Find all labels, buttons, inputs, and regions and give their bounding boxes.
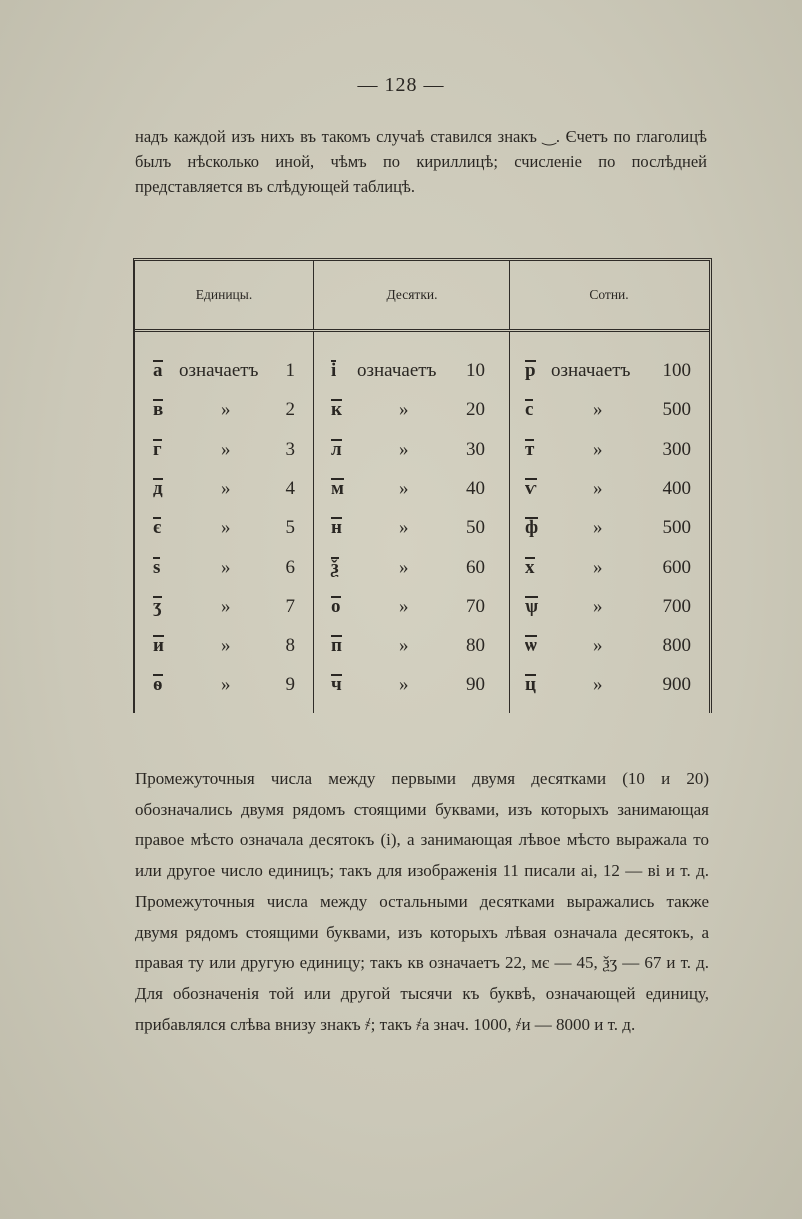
numeral-value: 40	[466, 477, 485, 499]
table-header	[135, 261, 709, 332]
numeral-value: 800	[662, 635, 691, 657]
numeral-value: 30	[466, 438, 485, 460]
table-row	[135, 626, 709, 665]
meaning-word: »	[399, 438, 409, 460]
meaning-word: »	[221, 477, 231, 499]
meaning-word: »	[399, 595, 409, 617]
numeral-glyph: ѳ	[153, 665, 163, 704]
meaning-word: »	[593, 438, 603, 460]
table-row	[135, 665, 709, 704]
numeral-value: 10	[466, 360, 485, 381]
numeral-glyph: ц	[525, 665, 536, 704]
numeral-value: 7	[285, 595, 295, 617]
numeral-glyph: ѱ	[525, 587, 538, 626]
numeral-value: 2	[285, 399, 295, 421]
numeral-value: 100	[662, 360, 691, 381]
numeral-glyph: ф	[525, 508, 538, 547]
meaning-word: »	[221, 399, 231, 421]
numeral-value: 500	[662, 399, 691, 421]
table-row	[135, 351, 709, 390]
numeral-glyph: к	[331, 390, 342, 429]
table-row	[135, 390, 709, 429]
numeral-glyph: а	[153, 351, 163, 390]
numeral-glyph: ѡ	[525, 626, 537, 665]
numeral-glyph: х	[525, 548, 535, 587]
numeral-glyph: в	[153, 390, 163, 429]
numeral-value: 70	[466, 595, 485, 617]
table-row	[135, 508, 709, 547]
outro-paragraph	[135, 764, 709, 1040]
numeral-value: 300	[662, 438, 691, 460]
numeral-glyph: м	[331, 469, 344, 508]
numeral-value: 3	[285, 438, 295, 460]
numeral-glyph: і	[331, 351, 336, 390]
numeral-value: 60	[466, 556, 485, 578]
meaning-word: »	[221, 556, 231, 578]
meaning-word: »	[399, 399, 409, 421]
table-row	[135, 548, 709, 587]
numeral-value: 90	[466, 674, 485, 696]
numeral-value: 400	[662, 477, 691, 499]
numeral-glyph: п	[331, 626, 342, 665]
numeral-value: 5	[285, 517, 295, 539]
intro-paragraph	[135, 124, 707, 199]
numeral-glyph: є	[153, 508, 161, 547]
numeral-value: 50	[466, 517, 485, 539]
numeral-table	[133, 258, 712, 713]
meaning-word: »	[399, 477, 409, 499]
numeral-glyph: д	[153, 469, 163, 508]
meaning-word: означаетъ	[179, 360, 259, 381]
meaning-word: »	[593, 399, 603, 421]
numeral-glyph: н	[331, 508, 342, 547]
meaning-word: »	[593, 635, 603, 657]
numeral-value: 600	[662, 556, 691, 578]
numeral-glyph: г	[153, 430, 162, 469]
intro-text: надъ каждой изъ нихъ въ такомъ случаѣ ставился знакъ ‿. Єчетъ по глаголицѣ былъ нѣсколько иной, чѣмъ по кириллицѣ; счисленіе по послѣдней представляется въ слѣдующей таблицѣ.	[135, 127, 707, 196]
numeral-glyph: л	[331, 430, 342, 469]
numeral-glyph: ʒ	[153, 587, 162, 626]
numeral-value: 900	[662, 674, 691, 696]
meaning-word: »	[399, 674, 409, 696]
meaning-word: »	[593, 517, 603, 539]
numeral-value: 4	[285, 477, 295, 499]
meaning-word: »	[593, 595, 603, 617]
outro-text: Промежуточныя числа между первыми двумя десятками (10 и 20) обозначались двумя рядомъ стоящими буквами, изъ которыхъ занимающая правое мѣсто означала десятокъ (і), а занимающая лѣвое мѣсто выражала то или другое число единицъ; такъ для изображенія 11 писали аі, 12 — ві и т. д. Промежуточныя числа между остальными десятками выражались также двумя рядомъ стоящими буквами, изъ которыхъ лѣвая означала десятокъ, а правая ту или другую единицу; такъ кв означаетъ 22, мє — 45, ѯʒ — 67 и т. д. Для обозначенія той или другой тысячи къ буквѣ, означающей единицу, прибавлялся слѣва внизу знакъ ҂; такъ ҂а знач. 1000, ҂и — 8000 и т. д.	[135, 769, 709, 1034]
numeral-value: 8	[285, 635, 295, 657]
meaning-word: »	[221, 595, 231, 617]
numeral-value: 700	[662, 595, 691, 617]
meaning-word: »	[399, 556, 409, 578]
meaning-word: »	[399, 517, 409, 539]
meaning-word: »	[593, 477, 603, 499]
numeral-value: 9	[285, 674, 295, 696]
meaning-word: »	[593, 674, 603, 696]
numeral-glyph: ч	[331, 665, 342, 704]
table-row	[135, 469, 709, 508]
numeral-glyph: и	[153, 626, 164, 665]
numeral-value: 20	[466, 399, 485, 421]
numeral-glyph: ѯ	[331, 548, 339, 587]
numeral-value: 80	[466, 635, 485, 657]
table-row	[135, 430, 709, 469]
header-hundreds: Сотни.	[509, 261, 708, 329]
meaning-word: »	[221, 517, 231, 539]
numeral-glyph: о	[331, 587, 341, 626]
numeral-glyph: ѕ	[153, 548, 160, 587]
meaning-word: »	[221, 674, 231, 696]
numeral-glyph: р	[525, 351, 536, 390]
header-units: Единицы.	[195, 287, 253, 302]
meaning-word: означаетъ	[357, 360, 437, 381]
meaning-word: »	[221, 635, 231, 657]
meaning-word: »	[593, 556, 603, 578]
page-number: — 128 —	[357, 74, 445, 96]
meaning-word: означаетъ	[551, 360, 631, 381]
numeral-glyph: ѵ	[525, 469, 537, 508]
numeral-value: 6	[285, 556, 295, 578]
meaning-word: »	[399, 635, 409, 657]
header-tens: Десятки.	[313, 261, 510, 329]
numeral-glyph: т	[525, 430, 534, 469]
meaning-word: »	[221, 438, 231, 460]
numeral-value: 1	[285, 360, 295, 381]
numeral-value: 500	[662, 517, 691, 539]
table-row	[135, 587, 709, 626]
numeral-glyph: с	[525, 390, 533, 429]
